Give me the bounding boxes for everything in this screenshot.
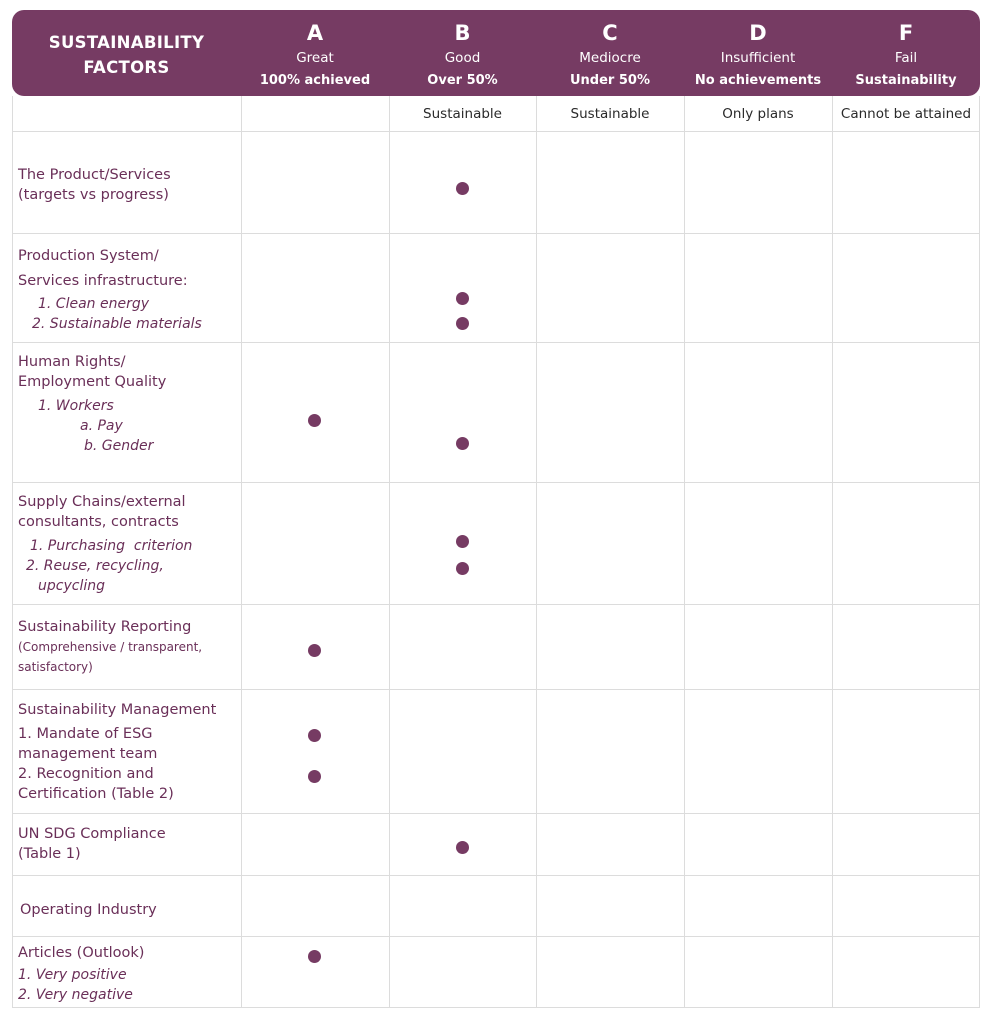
row-label-line: management team bbox=[18, 746, 158, 762]
row-label-line: Services infrastructure: bbox=[18, 273, 188, 289]
factors-title-line2: FACTORS bbox=[83, 58, 170, 77]
grade-sublabel-f: Cannot be attained bbox=[840, 106, 972, 122]
grade-sublabel-b: Sustainable bbox=[423, 106, 502, 122]
row-label-line: upcycling bbox=[38, 578, 105, 594]
row-label-line: (Comprehensive / transparent, bbox=[18, 640, 203, 654]
grid-line bbox=[12, 936, 980, 937]
row-label-sustainability-reporting bbox=[18, 617, 240, 677]
grid-line bbox=[12, 875, 980, 876]
grade-header-f bbox=[832, 10, 980, 96]
rating-dot-gender-b bbox=[456, 437, 469, 450]
row-label-un-sdg-compliance bbox=[18, 824, 240, 864]
grade-header-c bbox=[536, 10, 684, 96]
grade-header-d bbox=[684, 10, 832, 96]
row-label-line: 1. Mandate of ESG bbox=[18, 726, 153, 742]
row-label-line: 1. Very positive bbox=[18, 967, 127, 983]
grade-letter: D bbox=[749, 21, 767, 45]
row-label-line: 2. Reuse, recycling, bbox=[26, 558, 164, 574]
row-label-operating-industry bbox=[20, 900, 242, 920]
row-label-line: Articles (Outlook) bbox=[18, 945, 145, 961]
row-label-production-system bbox=[18, 244, 240, 334]
grade-sublabel-d: Only plans bbox=[722, 106, 794, 122]
row-label-line: Supply Chains/external bbox=[18, 494, 186, 510]
grade-word: Fail bbox=[894, 50, 918, 66]
row-label-sustainability-management bbox=[18, 700, 240, 804]
rating-dot-un-sdg-b bbox=[456, 841, 469, 854]
row-label-human-rights bbox=[18, 352, 240, 456]
row-label-line: 1. Purchasing criterion bbox=[30, 538, 193, 554]
sustainability-factors-title bbox=[12, 30, 241, 80]
rating-dot-esg-mandate-a bbox=[308, 729, 321, 742]
grade-word: Good bbox=[444, 50, 481, 66]
row-label-line: Human Rights/ bbox=[18, 354, 126, 370]
grade-level: Under 50% bbox=[570, 73, 650, 88]
row-label-line: b. Gender bbox=[84, 438, 154, 454]
row-label-line: Production System/ bbox=[18, 248, 159, 264]
grid-line bbox=[12, 233, 980, 234]
grade-sublabel-c: Sustainable bbox=[570, 106, 650, 122]
row-label-line: satisfactory) bbox=[18, 660, 93, 674]
rating-dot-articles-a bbox=[308, 950, 321, 963]
row-label-line: 2. Recognition and bbox=[18, 766, 154, 782]
header-band bbox=[12, 10, 980, 96]
grade-letter: F bbox=[898, 21, 914, 45]
row-label-line: 2. Sustainable materials bbox=[32, 316, 202, 332]
grid-line bbox=[12, 1007, 980, 1008]
row-label-line: Employment Quality bbox=[18, 374, 167, 390]
rating-dot-product-services-b bbox=[456, 182, 469, 195]
row-label-product-services bbox=[18, 165, 240, 205]
row-label-line: (Table 1) bbox=[18, 846, 81, 862]
rating-dot-clean-energy-b bbox=[456, 292, 469, 305]
row-label-line: The Product/Services bbox=[18, 167, 171, 183]
grid-line bbox=[12, 689, 980, 690]
rating-dot-pay-a bbox=[308, 414, 321, 427]
rating-dot-purchasing-b bbox=[456, 535, 469, 548]
grade-letter: C bbox=[602, 21, 618, 45]
grade-word: Insufficient bbox=[720, 50, 796, 66]
row-label-line: Sustainability Management bbox=[18, 702, 217, 718]
grid-line bbox=[12, 813, 980, 814]
grade-level: 100% achieved bbox=[259, 73, 371, 88]
grid-line bbox=[12, 604, 980, 605]
grade-word: Mediocre bbox=[579, 50, 641, 66]
grade-word: Great bbox=[296, 50, 334, 66]
grid-line bbox=[12, 482, 980, 483]
factors-title-line1: SUSTAINABILITY bbox=[48, 33, 205, 52]
grade-letter: A bbox=[306, 21, 324, 45]
grade-letter: B bbox=[454, 21, 471, 45]
factors-grid bbox=[12, 96, 980, 1008]
row-label-line: (targets vs progress) bbox=[18, 187, 169, 203]
rating-dot-reporting-a bbox=[308, 644, 321, 657]
grid-line bbox=[12, 342, 980, 343]
row-label-line: Operating Industry bbox=[20, 902, 157, 918]
grid-line bbox=[12, 131, 980, 132]
row-label-supply-chains bbox=[18, 492, 240, 596]
row-label-line: 2. Very negative bbox=[18, 987, 133, 1003]
grade-level: Over 50% bbox=[427, 73, 498, 88]
row-label-line: consultants, contracts bbox=[18, 514, 179, 530]
row-label-line: UN SDG Compliance bbox=[18, 826, 166, 842]
row-label-articles-outlook bbox=[18, 943, 240, 1005]
rating-dot-sustainable-materials-b bbox=[456, 317, 469, 330]
row-label-line: Certification (Table 2) bbox=[18, 786, 174, 802]
grade-header-a bbox=[241, 10, 389, 96]
grade-level: Sustainability bbox=[855, 73, 957, 88]
grade-header-b bbox=[389, 10, 536, 96]
row-label-line: 1. Clean energy bbox=[38, 296, 150, 312]
grade-level: No achievements bbox=[694, 73, 822, 88]
row-label-line: 1. Workers bbox=[38, 398, 114, 414]
rating-dot-certification-a bbox=[308, 770, 321, 783]
row-label-line: Sustainability Reporting bbox=[18, 619, 192, 635]
rating-dot-reuse-b bbox=[456, 562, 469, 575]
row-label-line: a. Pay bbox=[80, 418, 123, 434]
